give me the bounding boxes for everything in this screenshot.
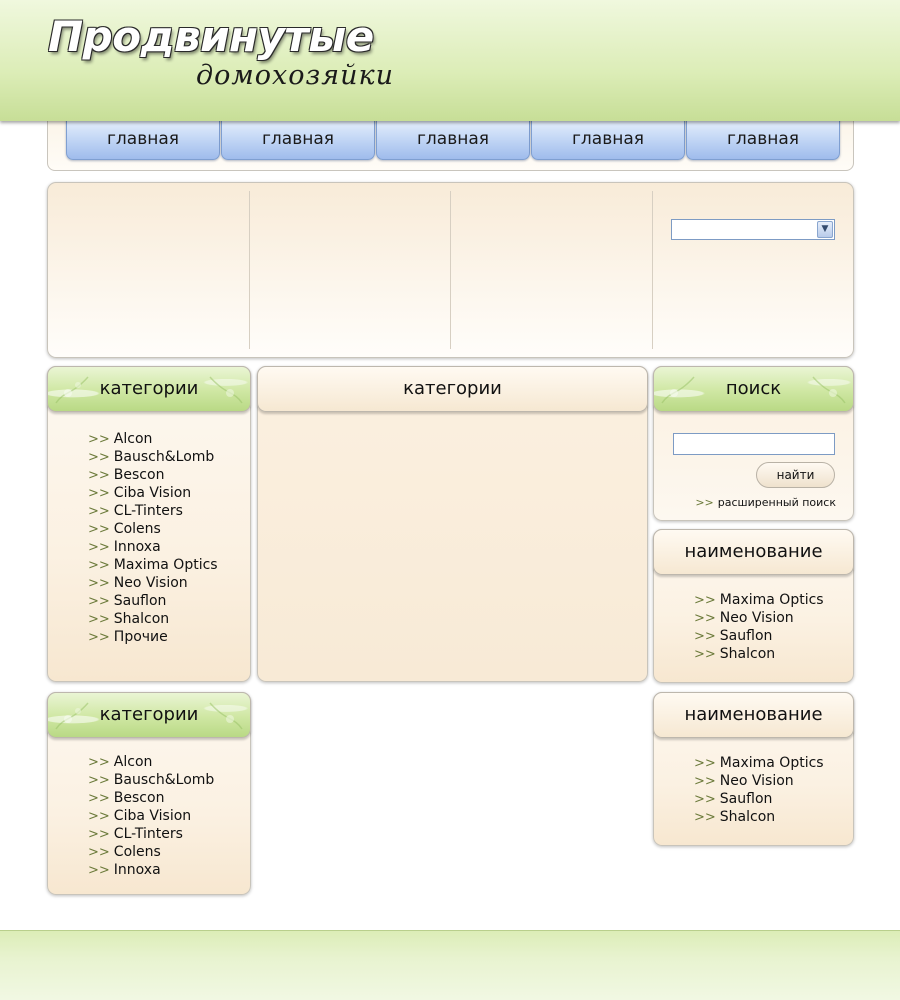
list-item[interactable]: >> Bescon: [88, 790, 165, 806]
flower-ornament-icon: [54, 373, 90, 405]
list-item[interactable]: >> Shalcon: [694, 809, 776, 825]
flower-ornament-icon: [660, 373, 696, 405]
nav-tab-3[interactable]: главная: [376, 119, 530, 160]
flower-ornament-icon: [208, 373, 244, 405]
search-input[interactable]: [673, 433, 835, 455]
nav-tab-1[interactable]: главная: [66, 119, 220, 160]
list-item[interactable]: >> Neo Vision: [88, 575, 188, 591]
center-header: [257, 366, 648, 412]
panel-divider: [450, 191, 451, 349]
list-item[interactable]: >> Shalcon: [88, 611, 170, 627]
category-list: [48, 430, 250, 646]
flower-ornament-icon: [208, 699, 244, 731]
list-item[interactable]: >> CL-Tinters: [88, 826, 183, 842]
nav-tab-2[interactable]: главная: [221, 119, 375, 160]
product-names-box-1: [653, 529, 854, 683]
logo-subtitle: домохозяйки: [196, 60, 394, 91]
flower-ornament-icon: [54, 699, 90, 731]
list-item[interactable]: >> Innoxa: [88, 539, 161, 555]
list-item[interactable]: >> Maxima Optics: [694, 592, 824, 608]
box-title: категории: [99, 704, 199, 725]
list-item[interactable]: >> Sauflon: [694, 791, 773, 807]
panel-divider: [249, 191, 250, 349]
site-header: [0, 0, 900, 121]
box-title: поиск: [725, 378, 782, 399]
list-item[interactable]: >> Alcon: [88, 754, 153, 770]
list-item[interactable]: >> Bescon: [88, 467, 165, 483]
product-names-box-2: [653, 692, 854, 846]
list-item[interactable]: >> CL-Tinters: [88, 503, 183, 519]
list-item[interactable]: >> Maxima Optics: [694, 755, 824, 771]
list-item[interactable]: >> Shalcon: [694, 646, 776, 662]
category-list: [48, 753, 250, 879]
list-item[interactable]: >> Bausch&Lomb: [88, 449, 215, 465]
site-footer: [0, 930, 900, 1000]
categories-header: [47, 366, 251, 412]
list-item[interactable]: >> Ciba Vision: [88, 485, 192, 501]
logo-title[interactable]: Продвинутые: [48, 12, 374, 61]
list-item[interactable]: >> Colens: [88, 844, 161, 860]
product-list: [654, 591, 853, 663]
list-item[interactable]: >> Bausch&Lomb: [88, 772, 215, 788]
flower-ornament-icon: [811, 373, 847, 405]
list-item[interactable]: >> Colens: [88, 521, 161, 537]
categories-box-1: [47, 366, 251, 682]
list-item[interactable]: >> Alcon: [88, 431, 153, 447]
product-list: [654, 754, 853, 826]
center-content-box: [257, 366, 648, 682]
list-item[interactable]: >> Maxima Optics: [88, 557, 218, 573]
names-header: [653, 529, 854, 575]
list-item[interactable]: >> Innoxa: [88, 862, 161, 878]
list-item[interactable]: >> Sauflon: [88, 593, 167, 609]
names-header: [653, 692, 854, 738]
search-header: [653, 366, 854, 412]
advanced-search-link[interactable]: >> расширенный поиск: [695, 496, 836, 509]
box-title: категории: [99, 378, 199, 399]
categories-box-2: [47, 692, 251, 895]
box-title: наименование: [684, 704, 823, 725]
box-title: наименование: [684, 541, 823, 562]
search-box: [653, 366, 854, 521]
list-item[interactable]: >> Ciba Vision: [88, 808, 192, 824]
panel-divider: [652, 191, 653, 349]
nav-tab-4[interactable]: главная: [531, 119, 685, 160]
chevron-down-icon[interactable]: ▼: [817, 221, 833, 238]
top-select[interactable]: [671, 219, 835, 240]
box-title: категории: [403, 378, 502, 399]
list-item[interactable]: >> Neo Vision: [694, 773, 794, 789]
list-item[interactable]: >> Sauflon: [694, 628, 773, 644]
list-item[interactable]: >> Neo Vision: [694, 610, 794, 626]
categories-header: [47, 692, 251, 738]
list-item[interactable]: >> Прочие: [88, 629, 168, 645]
top-panel: [47, 182, 854, 358]
nav-tab-5[interactable]: главная: [686, 119, 840, 160]
search-button[interactable]: найти: [756, 462, 835, 488]
